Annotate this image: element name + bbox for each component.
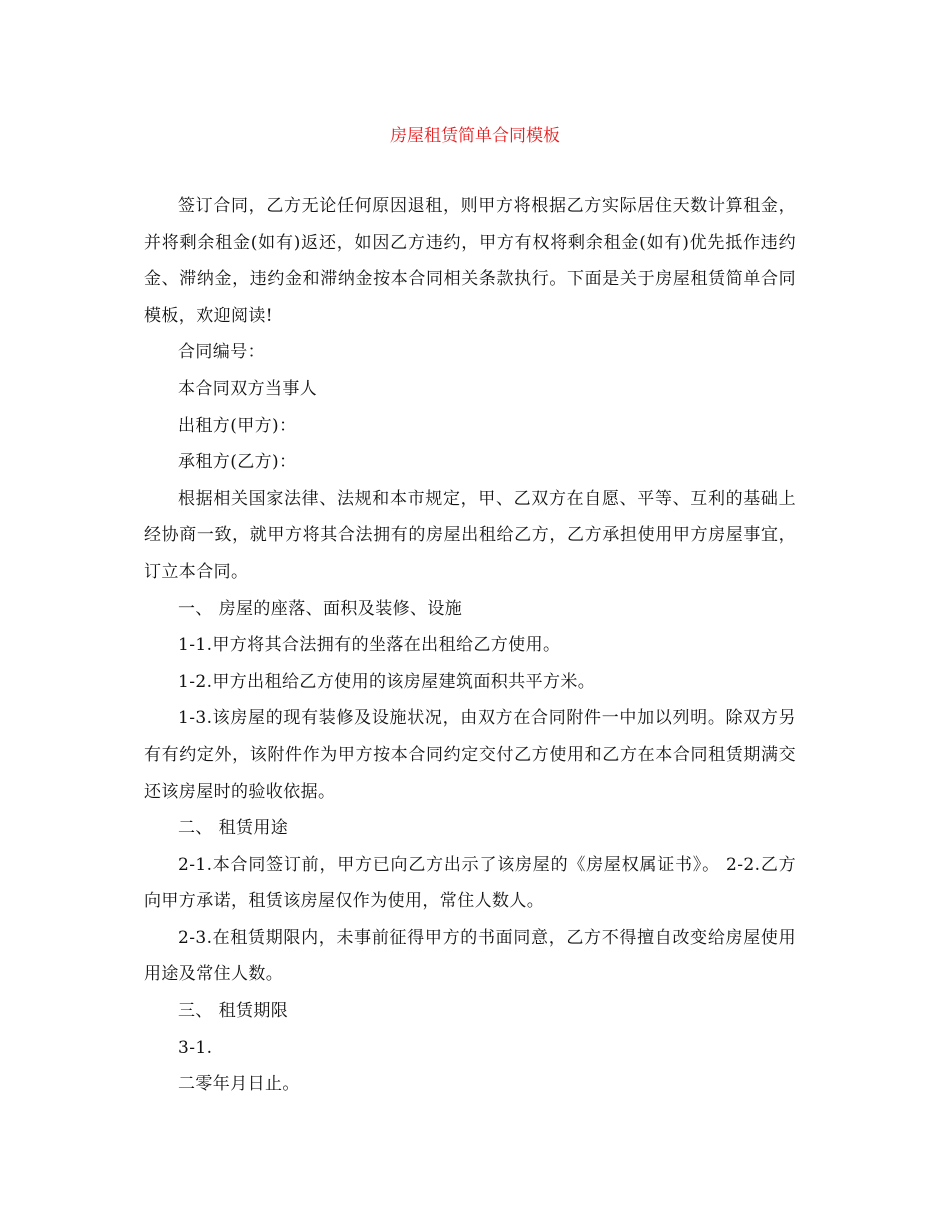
section-heading-1: 一、 房屋的座落、面积及装修、设施 bbox=[178, 598, 463, 619]
document-body bbox=[144, 188, 796, 1103]
paragraph-intro: 签订合同，乙方无论任何原因退租，则甲方将根据乙方实际居住天数计算租金，并将剩余租金(如有)返还，如因乙方违约，甲方有权将剩余租金(如有)优先抵作违约金、滞纳金，违约金和滞纳金按本合同相关条款执行。下面是关于房屋租赁简单合同模板，欢迎阅读! bbox=[144, 196, 796, 326]
section-heading-3: 三、 租赁期限 bbox=[178, 1001, 289, 1022]
paragraph-parties: 本合同双方当事人 bbox=[178, 378, 318, 399]
paragraph-contract-number: 合同编号： bbox=[178, 342, 265, 363]
clause-3-1: 3-1. bbox=[178, 1037, 213, 1058]
clause-2-3: 2-3.在租赁期限内，未事前征得甲方的书面同意，乙方不得擅自改变给房屋使用用途及常住人数。 bbox=[144, 927, 796, 985]
clause-1-2: 1-2.甲方出租给乙方使用的该房屋建筑面积共平方米。 bbox=[178, 671, 596, 692]
paragraph-lessor: 出租方(甲方)： bbox=[178, 415, 297, 436]
clause-2-1: 2-1.本合同签订前，甲方已向乙方出示了该房屋的《房屋权属证书》。 2-2.乙方向甲方承诺，租赁该房屋仅作为使用，常住人数人。 bbox=[144, 854, 796, 912]
clause-1-3: 1-3.该房屋的现有装修及设施状况，由双方在合同附件一中加以列明。除双方另有有约定外，该附件作为甲方按本合同约定交付乙方使用和乙方在本合同租赁期满交还该房屋时的验收依据。 bbox=[144, 708, 796, 802]
paragraph-lessee: 承租方(乙方)： bbox=[178, 452, 297, 473]
section-heading-2: 二、 租赁用途 bbox=[178, 818, 289, 839]
clause-1-1: 1-1.甲方将其合法拥有的坐落在出租给乙方使用。 bbox=[178, 635, 561, 656]
paragraph-preamble: 根据相关国家法律、法规和本市规定，甲、乙双方在自愿、平等、互利的基础上经协商一致，就甲方将其合法拥有的房屋出租给乙方，乙方承担使用甲方房屋事宜，订立本合同。 bbox=[144, 488, 796, 582]
document-title: 房屋租赁简单合同模板 bbox=[390, 126, 560, 146]
clause-term-end: 二零年月日止。 bbox=[178, 1074, 300, 1095]
